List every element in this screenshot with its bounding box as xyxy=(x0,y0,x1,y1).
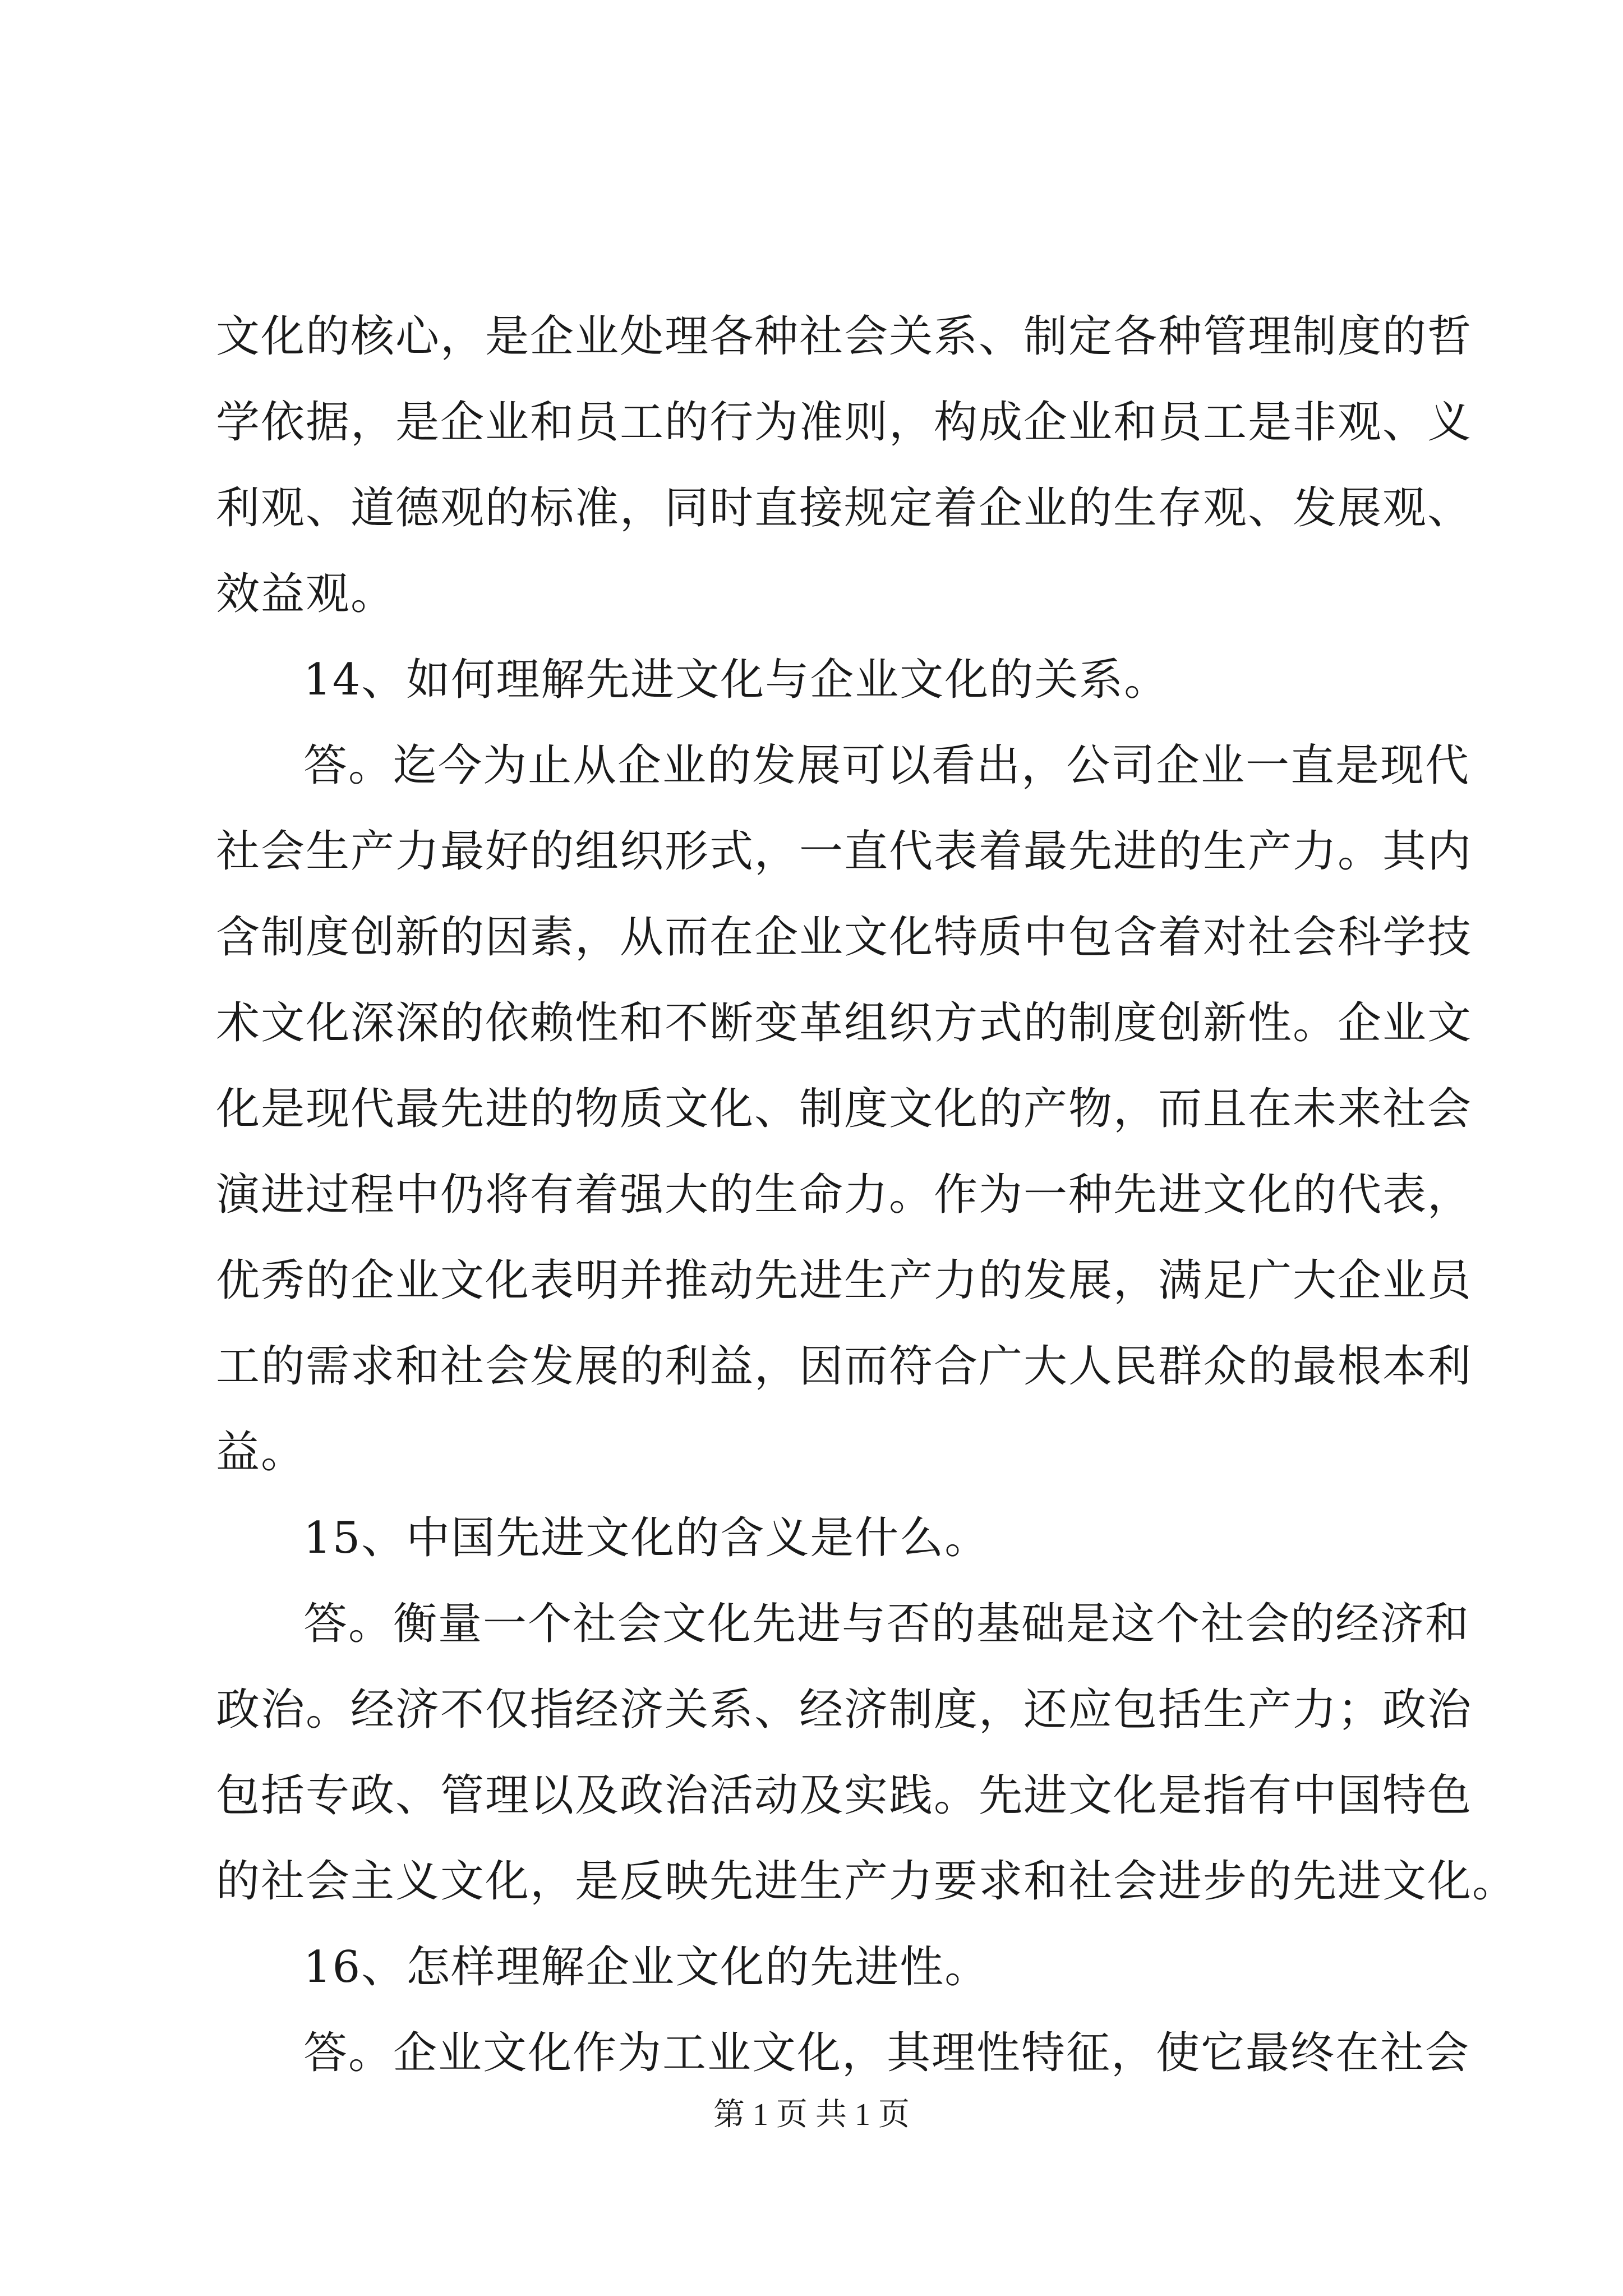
text-line: 答。企业文化作为工业文化，其理性特征，使它最终在社会 xyxy=(303,2028,1470,2078)
text-line: 术文化深深的依赖性和不断变革组织方式的制度创新性。企业文 xyxy=(216,998,1473,1048)
text-line: 的社会主义文化，是反映先进生产力要求和社会进步的先进文化。 xyxy=(216,1856,1518,1907)
text-line: 含制度创新的因素，从而在企业文化特质中包含着对社会科学技 xyxy=(216,912,1473,963)
question-heading: 15、中国先进文化的含义是什么。 xyxy=(303,1513,990,1563)
text-line: 利观、道德观的标准，同时直接规定着企业的生存观、发展观、 xyxy=(216,483,1473,533)
question-heading: 14、如何理解先进文化与企业文化的关系。 xyxy=(303,655,1169,705)
text-line: 化是现代最先进的物质文化、制度文化的产物，而且在未来社会 xyxy=(216,1084,1473,1134)
question-heading: 16、怎样理解企业文化的先进性。 xyxy=(303,1942,990,1993)
text-line: 政治。经济不仅指经济关系、经济制度，还应包括生产力；政治 xyxy=(216,1685,1473,1735)
text-line: 包括专政、管理以及政治活动及实践。先进文化是指有中国特色 xyxy=(216,1770,1473,1821)
text-line: 优秀的企业文化表明并推动先进生产力的发展，满足广大企业员 xyxy=(216,1255,1473,1306)
text-line: 益。 xyxy=(216,1427,306,1478)
text-line: 社会生产力最好的组织形式，一直代表着最先进的生产力。其内 xyxy=(216,826,1473,877)
text-line: 演进过程中仍将有着强大的生命力。作为一种先进文化的代表， xyxy=(216,1170,1473,1220)
text-line: 效益观。 xyxy=(216,569,396,619)
page-number-footer: 第 1 页 共 1 页 xyxy=(713,2097,910,2132)
text-line: 文化的核心，是企业处理各种社会关系、制定各种管理制度的哲 xyxy=(216,311,1473,362)
text-line: 学依据，是企业和员工的行为准则，构成企业和员工是非观、义 xyxy=(216,397,1473,448)
text-line: 答。衡量一个社会文化先进与否的基础是这个社会的经济和 xyxy=(303,1599,1470,1649)
text-line: 工的需求和社会发展的利益，因而符合广大人民群众的最根本利 xyxy=(216,1341,1473,1392)
text-line: 答。迄今为止从企业的发展可以看出，公司企业一直是现代 xyxy=(303,740,1470,791)
